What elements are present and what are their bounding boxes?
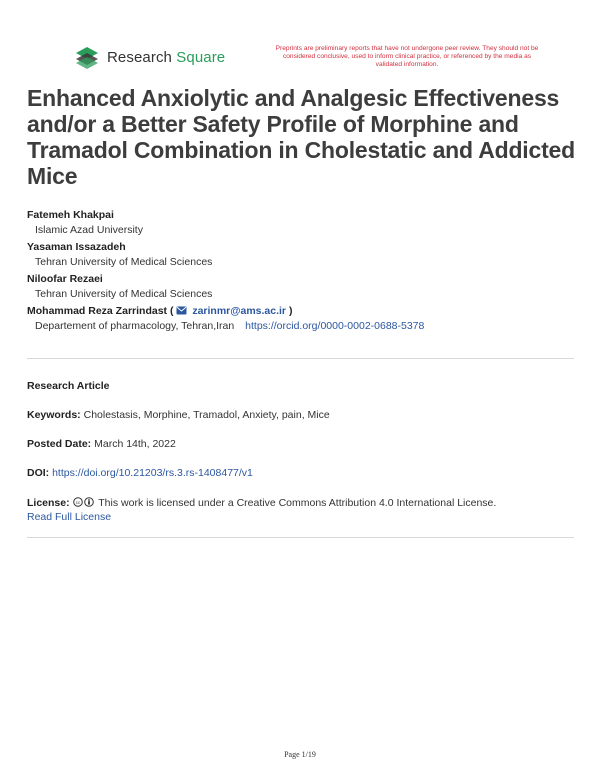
envelope-icon — [176, 306, 187, 315]
article-type: Research Article — [27, 380, 110, 392]
author-entry — [27, 273, 577, 301]
posted-date-value: March 14th, 2022 — [94, 438, 176, 450]
research-square-logo-icon — [74, 44, 100, 70]
posted-date-line — [27, 437, 577, 451]
author-list — [27, 209, 577, 337]
brand-part-1: Research — [107, 48, 172, 66]
posted-date-label: Posted Date: — [27, 438, 92, 450]
divider — [27, 358, 574, 359]
author-name: Yasaman Issazadeh — [27, 241, 126, 253]
author-email-link[interactable]: zarinmr@ams.ac.ir — [192, 305, 287, 317]
author-affiliation: Tehran University of Medical Sciences — [35, 288, 213, 300]
cc-by-icon — [84, 497, 94, 507]
author-entry — [27, 209, 577, 237]
doi-label: DOI: — [27, 467, 50, 479]
paper-title: Enhanced Anxiolytic and Analgesic Effectiveness and/or a Better Safety Profile of Morphine and Tramadol Combination in Cholestatic and Addicted Mice — [27, 85, 575, 189]
license-line — [27, 496, 577, 510]
license-label: License: — [27, 497, 70, 509]
author-affiliation: Tehran University of Medical Sciences — [35, 256, 213, 268]
svg-text:cc: cc — [75, 500, 80, 505]
orcid-link[interactable]: https://orcid.org/0000-0002-0688-5378 — [245, 320, 425, 332]
corresponding-author-line — [27, 305, 577, 318]
open-paren: ( — [169, 305, 174, 317]
preprint-notice: Preprints are preliminary reports that have not undergone peer review. They should not be considered conclusive, used to inform clinical practice, or referenced by the media as validated information. — [275, 45, 539, 68]
author-entry — [27, 241, 577, 269]
site-header — [74, 44, 225, 70]
author-name: Mohammad Reza Zarrindast — [27, 305, 168, 317]
keywords-value: Cholestasis, Morphine, Tramadol, Anxiety, pain, Mice — [83, 409, 330, 421]
corresponding-author-entry — [27, 305, 577, 333]
keywords-line — [27, 408, 577, 422]
brand-name[interactable] — [107, 49, 225, 66]
author-name: Niloofar Rezaei — [27, 273, 103, 285]
read-full-license-link[interactable]: Read Full License — [27, 511, 112, 523]
author-name: Fatemeh Khakpai — [27, 209, 114, 221]
close-paren: ) — [288, 305, 293, 317]
license-text: This work is licensed under a Creative Commons Attribution 4.0 International License. — [98, 497, 497, 509]
cc-badge — [73, 497, 94, 507]
page-number: Page 1/19 — [284, 750, 316, 759]
cc-icon — [73, 497, 83, 507]
divider — [27, 537, 574, 538]
author-affiliation: Islamic Azad University — [35, 224, 143, 236]
doi-line — [27, 466, 577, 480]
brand-part-2: Square — [176, 48, 226, 66]
author-affiliation: Departement of pharmacology, Tehran,Iran — [35, 320, 235, 332]
license-block — [27, 496, 577, 524]
author-affiliation-line — [27, 320, 577, 333]
keywords-label: Keywords: — [27, 409, 81, 421]
doi-link[interactable]: https://doi.org/10.21203/rs.3.rs-1408477/v1 — [52, 467, 253, 479]
